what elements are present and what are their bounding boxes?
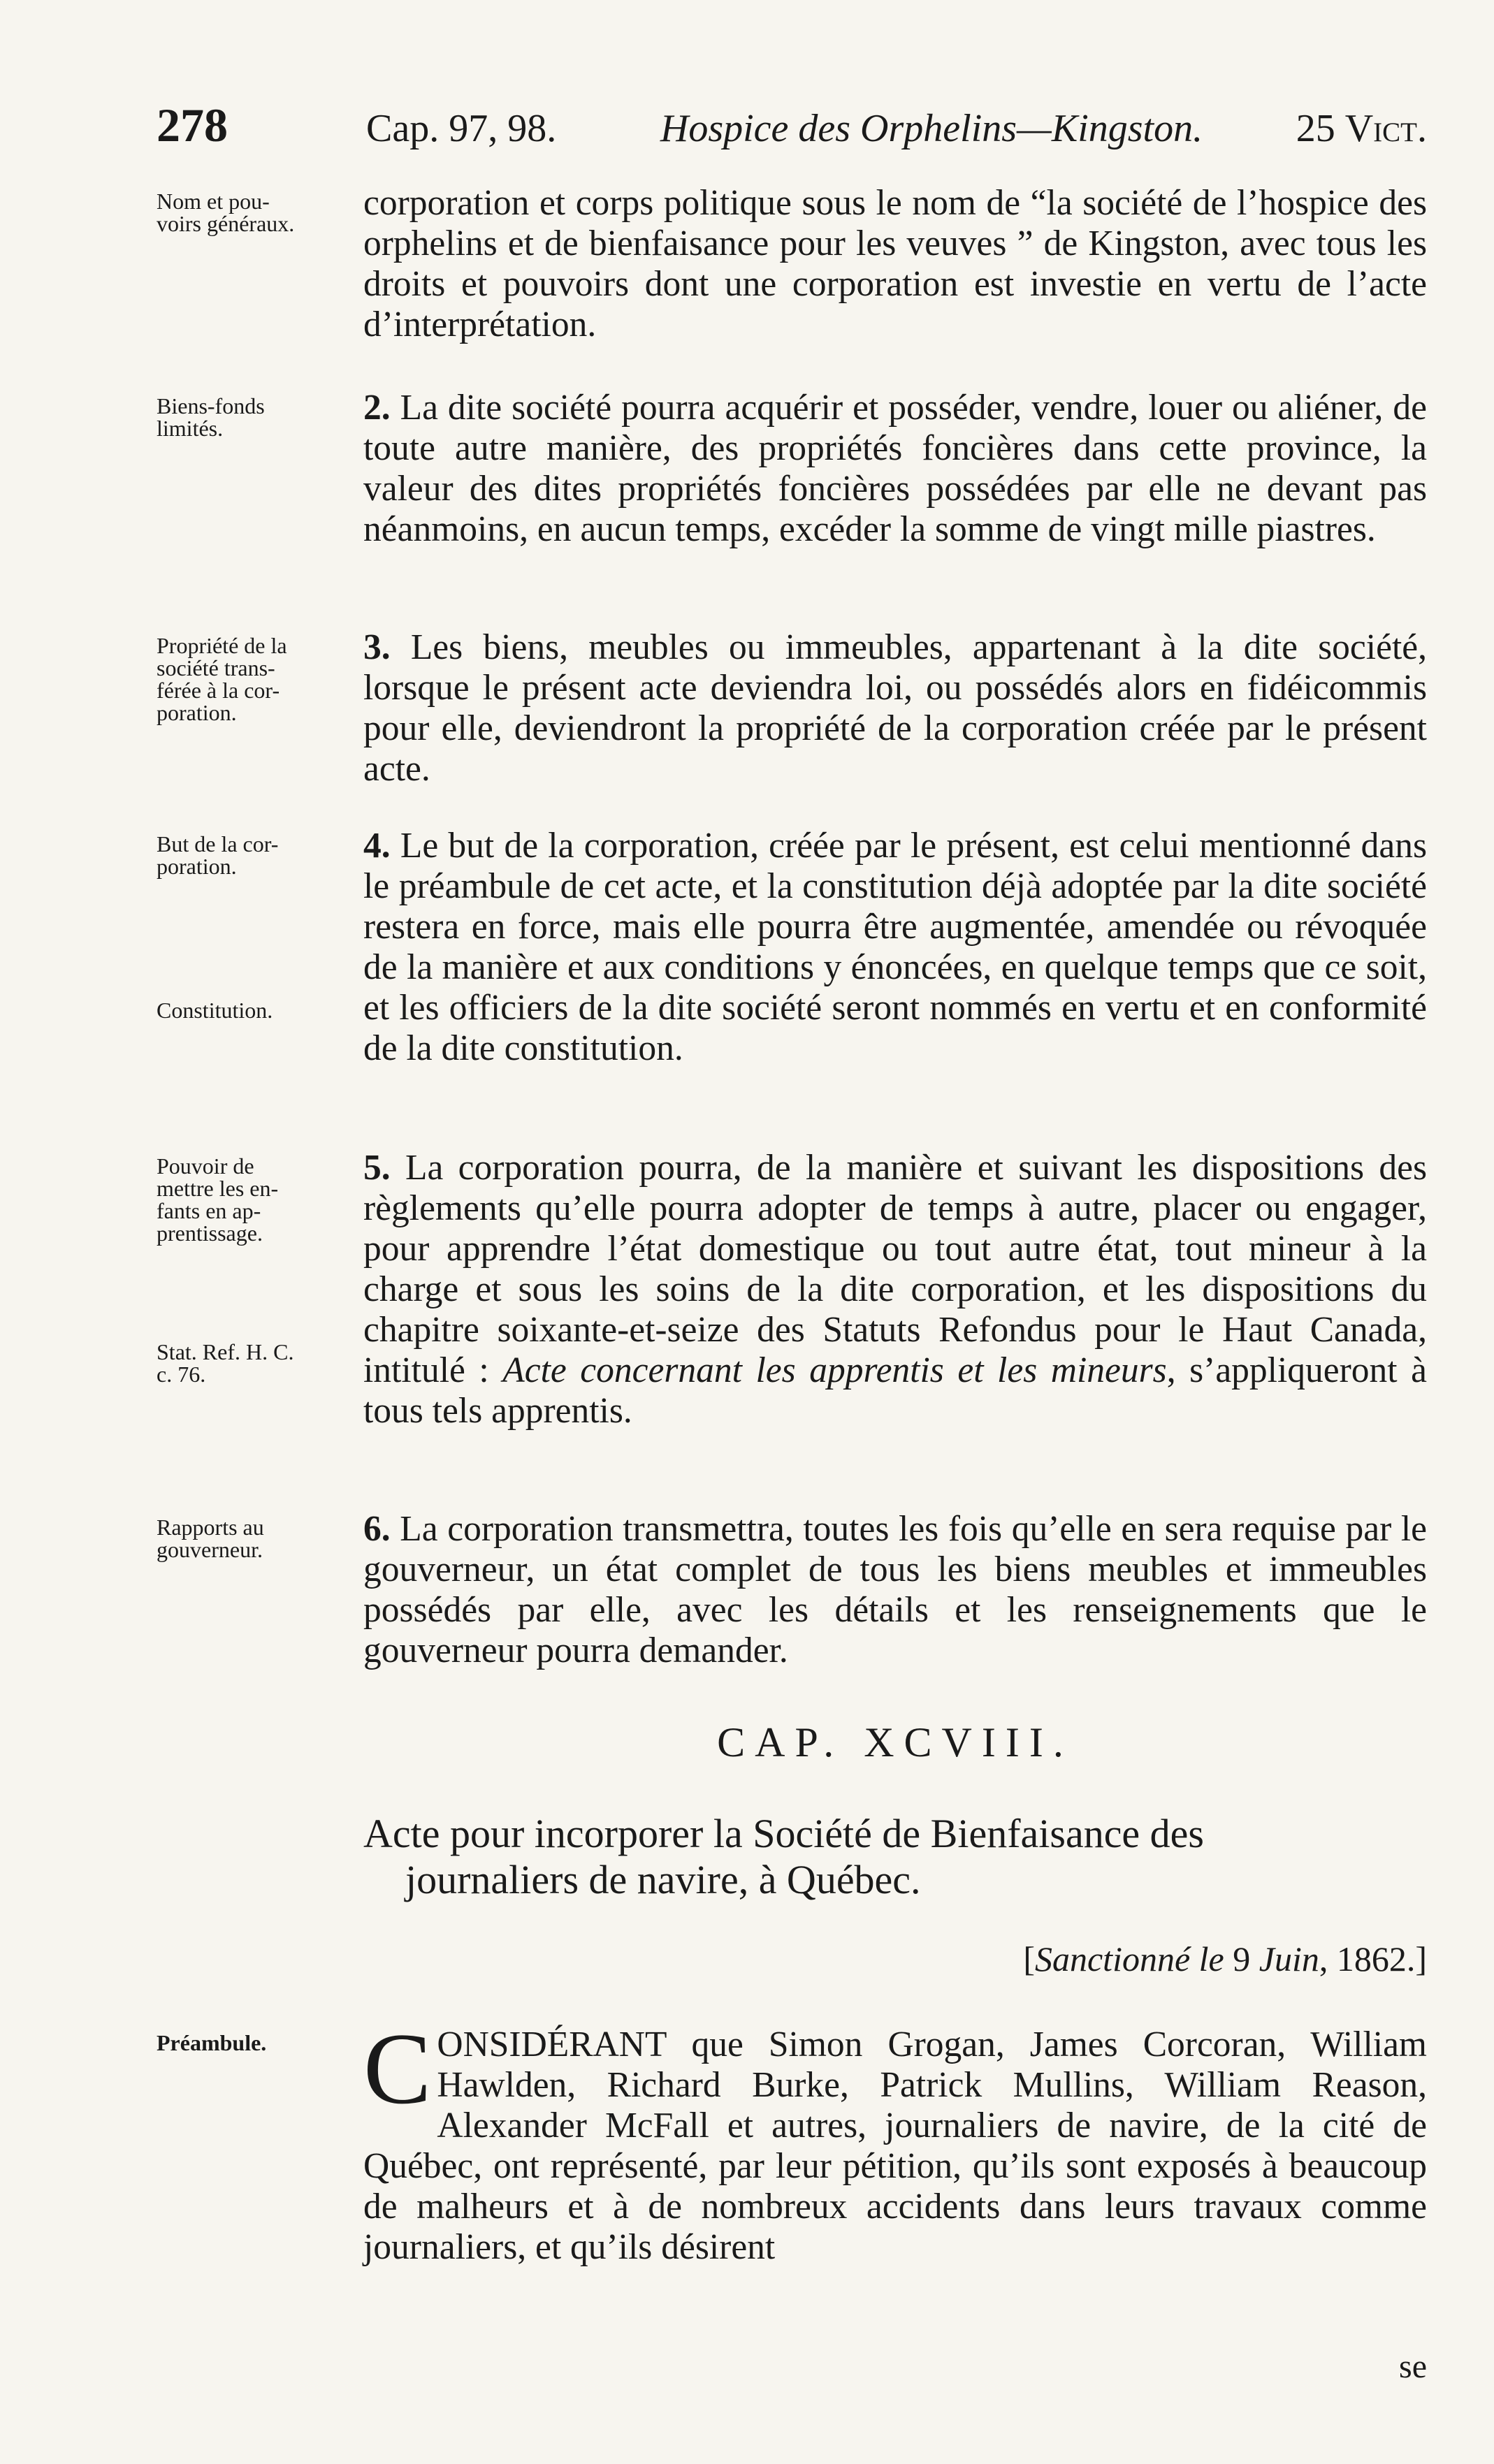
drop-cap: C — [363, 2012, 432, 2125]
section-text: La corporation transmettra, toutes les fois qu’elle en sera requise par le gouverneur, un état complet de tous les biens meubles et immeubles possédés par elle, avec les détails et les renseignements que le gouverneur pourra demander. — [363, 1509, 1428, 1670]
catchword: se — [1399, 2348, 1427, 2385]
assent-date: [Sanctionné le 9 Juin, 1862.] — [1023, 1939, 1427, 1978]
section-4 — [157, 826, 1427, 1069]
section-text: La dite société pourra acquérir et posséder, vendre, louer ou aliéner, de toute autre manière, des propriétés foncières dans cette province, la valeur des dites propriétés foncières possédées par elle ne devant pas néanmoins, en aucun temps, excéder la somme de vingt mille piastres. — [363, 388, 1427, 549]
statute-title: Acte concernant les apprentis et les mineurs — [502, 1350, 1167, 1390]
section-text: Le but de la corporation, créée par le présent, est celui mentionné dans le préambule de cet acte, et la constitution déjà adoptée par la dite société restera en force, mais elle pourra être augmentée, amendée ou révoquée de la manière et aux conditions y énoncées, en quelque temps que ce soit, et les officiers de la dite société seront nommés en vertu et en conformité de la dite constitution. — [363, 826, 1427, 1068]
section-text: Les biens, meubles ou immeubles, appartenant à la dite société, lorsque le présent acte deviendra loi, ou possédés alors en fidéicommis pour elle, deviendront la propriété de la corporation créée par le présent acte. — [363, 627, 1427, 789]
act-title: Acte pour incorporer la Société de Bienfaisance des journaliers de navire, à Québec. — [363, 1811, 1204, 1902]
section-1-continuation — [157, 183, 1427, 345]
section-3 — [157, 627, 1427, 789]
section-5: Pouvoir de mettre les en- fants en ap- prentissage. Stat. Ref. H. C. c. 76. 5. La corporation pourra, de la manière et suivant les dispositions des règlements qu’elle pourra adopter de temps à autre, placer ou engager, pour apprendre l’état domestique ou tout autre état, tout mineur à la charge et sous les soins de la dite corporation, et les dispositions du chapitre soixante-et-seize des Statuts Refondus pour le Haut Canada, intitulé : Acte concernant les apprentis et les mineurs, s’appliqueront à tous tels apprentis. — [157, 1148, 1428, 1431]
section-number: 5. — [363, 1148, 391, 1188]
section-number: 2. — [363, 388, 391, 428]
margin-note: Biens-fonds limités. — [157, 393, 265, 441]
page-number: 278 — [157, 99, 228, 152]
section-number: 3. — [363, 627, 391, 667]
section-2 — [157, 388, 1427, 550]
margin-note: Pouvoir de mettre les en- fants en ap- prentissage. Stat. Ref. H. C. c. 76. — [157, 1153, 294, 1387]
chapter-reference: Cap. 97, 98. — [366, 107, 557, 150]
margin-note: Nom et pou- voirs généraux. — [157, 189, 295, 236]
margin-note: Préambule. — [157, 2030, 267, 2055]
margin-note: Rapports au gouverneur. — [157, 1515, 264, 1562]
margin-note: But de la cor- poration. Constitution. — [157, 831, 279, 1023]
running-header — [157, 98, 1427, 154]
preamble-text: ONSIDÉRANT que Simon Grogan, James Corcoran, William Hawlden, Richard Burke, Patrick Mullins, William Reason, Alexander McFall et autres, journaliers de navire, de la cité de Québec, ont représenté, par leur pétition, qu’ils sont exposés à beaucoup de malheurs et à de nombreux accidents dans leurs travaux comme journaliers, et qu’ils désirent — [363, 2025, 1427, 2267]
preamble — [157, 2012, 1427, 2268]
running-title: Hospice des Orphelins—Kingston. — [660, 107, 1203, 150]
margin-note: Propriété de la société trans- férée à la cor- poration. — [157, 633, 287, 725]
section-text: La corporation pourra, de la manière et suivant les dispositions des règlements qu’elle pourra adopter de temps à autre, placer ou engager, pour apprendre l’état domestique ou tout autre état, tout mineur à la charge et sous les soins de la dite corporation, et les dispositions du chapitre soixante-et-seize des Statuts Refondus pour le Haut Canada, intitulé : — [363, 1148, 1428, 1390]
regnal-year: 25 Vict. — [1296, 107, 1427, 150]
section-number: 6. — [363, 1509, 391, 1549]
chapter-heading: CAP. XCVIII. — [717, 1719, 1073, 1765]
section-text: corporation et corps politique sous le nom de “la société de l’hospice des orphelins et de bienfaisance pour les veuves ” de Kingston, avec tous les droits et pouvoirs dont une corporation est investie en vertu de l’acte d’interprétation. — [363, 183, 1427, 344]
section-number: 4. — [363, 826, 391, 866]
section-6 — [157, 1509, 1427, 1671]
